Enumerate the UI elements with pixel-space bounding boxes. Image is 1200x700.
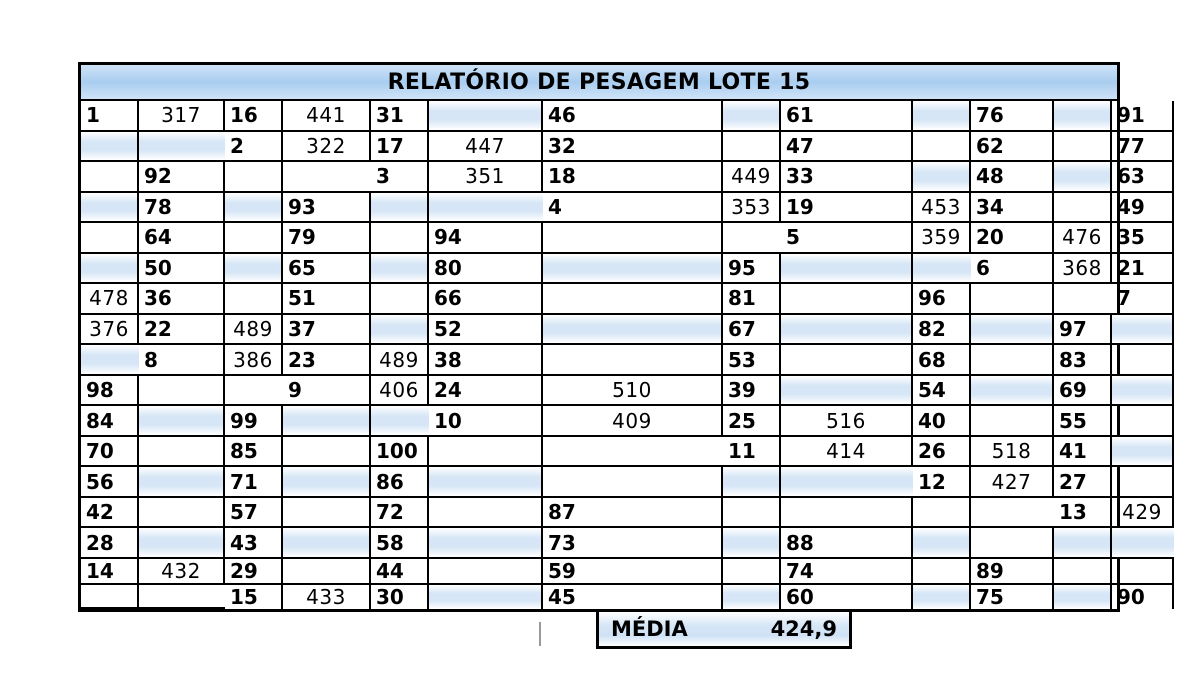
entry-weight: [225, 223, 283, 254]
entry-number: 64: [139, 223, 225, 254]
entry-number: 44: [371, 559, 429, 585]
entry-weight: [429, 437, 543, 468]
entry-weight: [429, 559, 543, 585]
entry-number: 74: [781, 559, 913, 585]
entry-weight: 447: [429, 132, 543, 163]
entry-weight: [371, 315, 429, 346]
entry-number: 26: [913, 437, 971, 468]
entry-number: [543, 467, 723, 498]
entry-weight: [543, 345, 723, 376]
entry-number: 39: [723, 376, 781, 407]
entry-number: 42: [81, 498, 139, 529]
entry-number: 47: [781, 132, 913, 163]
entry-number: 19: [781, 193, 913, 224]
entry-weight: [81, 223, 139, 254]
entry-weight: 489: [225, 315, 283, 346]
empty-cell: [781, 467, 913, 498]
entry-weight: [225, 254, 283, 285]
entry-weight: 432: [139, 559, 225, 585]
entry-number: 34: [971, 193, 1054, 224]
entry-weight: [371, 254, 429, 285]
empty-cell: [139, 132, 225, 163]
entry-weight: [913, 101, 971, 132]
entry-number: 36: [139, 284, 225, 315]
entry-number: 99: [225, 406, 283, 437]
average-label: MÉDIA: [611, 617, 688, 641]
entry-weight: [81, 132, 139, 163]
entry-number: 11: [723, 437, 781, 468]
entry-number: 96: [913, 284, 971, 315]
empty-cell: [371, 406, 429, 437]
empty-cell: [283, 162, 371, 193]
entry-number: 1: [81, 101, 139, 132]
entry-number: 92: [139, 162, 225, 193]
cell-divider-mark: [539, 622, 541, 646]
entry-number: 82: [913, 315, 971, 346]
entry-weight: [543, 284, 723, 315]
entry-number: 14: [81, 559, 139, 585]
entry-weight: [81, 254, 139, 285]
entry-weight: [723, 467, 781, 498]
entry-number: 55: [1054, 406, 1112, 437]
entry-number: 33: [781, 162, 913, 193]
empty-cell: [1054, 284, 1112, 315]
entry-weight: 476: [1054, 223, 1112, 254]
entry-number: 88: [781, 528, 913, 559]
entry-number: 4: [543, 193, 723, 224]
average-box: [596, 612, 852, 649]
entry-number: 13: [1054, 498, 1112, 529]
entry-weight: [283, 437, 371, 468]
entry-weight: [429, 467, 543, 498]
entry-number: 58: [371, 528, 429, 559]
entry-weight: [913, 528, 971, 559]
entry-weight: [1112, 345, 1174, 376]
entry-weight: 478: [81, 284, 139, 315]
entry-number: 84: [81, 406, 139, 437]
entry-weight: [429, 101, 543, 132]
entry-weight: [81, 162, 139, 193]
entry-number: 93: [283, 193, 371, 224]
entry-number: 41: [1054, 437, 1112, 468]
entry-weight: [723, 528, 781, 559]
entry-weight: 368: [1054, 254, 1112, 285]
entry-weight: 433: [283, 585, 371, 609]
entry-number: 90: [1112, 585, 1174, 609]
entry-weight: [781, 376, 913, 407]
entry-weight: [913, 162, 971, 193]
entry-number: 48: [971, 162, 1054, 193]
empty-cell: [429, 193, 543, 224]
empty-cell: [1112, 528, 1174, 559]
entry-number: [971, 528, 1054, 559]
empty-cell: [913, 254, 971, 285]
entry-weight: 427: [971, 467, 1054, 498]
entry-weight: [429, 528, 543, 559]
entry-number: 12: [913, 467, 971, 498]
entry-number: 77: [1112, 132, 1174, 163]
entry-number: 7: [1112, 284, 1174, 315]
entry-number: 53: [723, 345, 781, 376]
entry-number: 69: [1054, 376, 1112, 407]
entry-weight: [971, 376, 1054, 407]
entry-number: 57: [225, 498, 283, 529]
entry-number: 46: [543, 101, 723, 132]
entry-weight: [723, 559, 781, 585]
entry-weight: 317: [139, 101, 225, 132]
entry-number: 21: [1112, 254, 1174, 285]
entry-weight: [781, 284, 913, 315]
entry-number: 5: [781, 223, 913, 254]
entry-weight: 489: [371, 345, 429, 376]
entry-weight: [723, 498, 781, 529]
entry-number: 85: [225, 437, 283, 468]
entry-number: 98: [81, 376, 139, 407]
entry-number: 54: [913, 376, 971, 407]
entry-number: 50: [139, 254, 225, 285]
entry-weight: [1112, 467, 1174, 498]
entry-weight: [1054, 193, 1112, 224]
entry-number: 29: [225, 559, 283, 585]
entry-number: 73: [543, 528, 723, 559]
entry-number: 94: [429, 223, 543, 254]
entry-weight: [371, 223, 429, 254]
entry-weight: 441: [283, 101, 371, 132]
empty-cell: [971, 498, 1054, 529]
entry-number: 38: [429, 345, 543, 376]
entry-weight: 351: [429, 162, 543, 193]
entry-number: 63: [1112, 162, 1174, 193]
entry-number: 95: [723, 254, 781, 285]
entry-number: 28: [81, 528, 139, 559]
entry-number: 75: [971, 585, 1054, 609]
entry-weight: [429, 498, 543, 529]
entry-number: 15: [225, 585, 283, 609]
entry-weight: [283, 406, 371, 437]
entry-number: 79: [283, 223, 371, 254]
entry-number: 40: [913, 406, 971, 437]
entry-number: 70: [81, 437, 139, 468]
entry-weight: [723, 101, 781, 132]
empty-cell: [543, 437, 723, 468]
entry-number: 76: [971, 101, 1054, 132]
entry-number: 62: [971, 132, 1054, 163]
entry-weight: [1054, 162, 1112, 193]
entry-weight: [971, 345, 1054, 376]
entry-weight: [139, 498, 225, 529]
entry-weight: 510: [543, 376, 723, 407]
entry-number: 25: [723, 406, 781, 437]
entry-weight: [1112, 406, 1174, 437]
entry-weight: 518: [971, 437, 1054, 468]
report-title: RELATÓRIO DE PESAGEM LOTE 15: [81, 65, 1117, 101]
entry-number: 22: [139, 315, 225, 346]
entry-weight: [1112, 315, 1174, 346]
entry-number: 17: [371, 132, 429, 163]
entry-weight: [723, 585, 781, 609]
entry-weight: [913, 585, 971, 609]
entry-weight: 406: [371, 376, 429, 407]
entry-number: 35: [1112, 223, 1174, 254]
entry-weight: [81, 193, 139, 224]
entry-number: 2: [225, 132, 283, 163]
entry-number: 45: [543, 585, 723, 609]
entry-weight: [971, 315, 1054, 346]
entry-number: 32: [543, 132, 723, 163]
entry-number: 65: [283, 254, 371, 285]
average-value: 424,9: [770, 617, 837, 641]
entry-number: 86: [371, 467, 429, 498]
entry-number: 78: [139, 193, 225, 224]
entry-weight: [139, 406, 225, 437]
entry-number: 16: [225, 101, 283, 132]
entry-number: 91: [1112, 101, 1174, 132]
entry-number: 87: [543, 498, 723, 529]
entry-number: 30: [371, 585, 429, 609]
entry-weight: [913, 132, 971, 163]
entry-weight: 386: [225, 345, 283, 376]
entry-weight: [283, 559, 371, 585]
entry-weight: 414: [781, 437, 913, 468]
empty-cell: [225, 376, 283, 407]
entry-number: 66: [429, 284, 543, 315]
entry-weight: [913, 498, 971, 529]
entry-weight: 359: [913, 223, 971, 254]
entry-weight: [1054, 101, 1112, 132]
entry-weight: [543, 254, 723, 285]
entry-number: 49: [1112, 193, 1174, 224]
entry-weight: 376: [81, 315, 139, 346]
entry-number: 52: [429, 315, 543, 346]
entry-weight: 322: [283, 132, 371, 163]
entry-number: 20: [971, 223, 1054, 254]
entry-number: 3: [371, 162, 429, 193]
entry-weight: [781, 254, 913, 285]
entry-number: 59: [543, 559, 723, 585]
entry-weight: [723, 132, 781, 163]
entry-number: 31: [371, 101, 429, 132]
entry-weight: [283, 498, 371, 529]
entry-weight: 453: [913, 193, 971, 224]
entry-weight: [543, 223, 723, 254]
entry-weight: [139, 437, 225, 468]
entry-number: 100: [371, 437, 429, 468]
entry-weight: [781, 315, 913, 346]
entry-number: 81: [723, 284, 781, 315]
entry-weight: [429, 585, 543, 609]
entry-weight: [225, 162, 283, 193]
entry-weight: 353: [723, 193, 781, 224]
entry-weight: [139, 376, 225, 407]
entry-number: 97: [1054, 315, 1112, 346]
entry-weight: 449: [723, 162, 781, 193]
entry-number: 80: [429, 254, 543, 285]
entry-number: 43: [225, 528, 283, 559]
entry-number: 23: [283, 345, 371, 376]
empty-cell: [139, 585, 225, 609]
entry-weight: 516: [781, 406, 913, 437]
entry-number: 51: [283, 284, 371, 315]
entry-number: [1112, 559, 1174, 585]
entry-weight: [1054, 132, 1112, 163]
entry-weight: 409: [543, 406, 723, 437]
entry-number: 61: [781, 101, 913, 132]
entry-weight: [81, 585, 139, 609]
entry-weight: [283, 467, 371, 498]
entry-weight: [139, 467, 225, 498]
empty-cell: [723, 223, 781, 254]
entry-number: 27: [1054, 467, 1112, 498]
empty-cell: [81, 345, 139, 376]
entry-number: 60: [781, 585, 913, 609]
entry-number: 10: [429, 406, 543, 437]
entry-weight: [1112, 437, 1174, 468]
entry-number: 18: [543, 162, 723, 193]
entry-weight: [1054, 585, 1112, 609]
weights-grid: [81, 101, 1162, 609]
entry-number: 6: [971, 254, 1054, 285]
entry-number: 9: [283, 376, 371, 407]
entry-weight: [781, 345, 913, 376]
entry-number: 56: [81, 467, 139, 498]
entry-number: 71: [225, 467, 283, 498]
entry-number: 89: [971, 559, 1054, 585]
entry-number: 37: [283, 315, 371, 346]
entry-number: [781, 498, 913, 529]
entry-number: 67: [723, 315, 781, 346]
entry-weight: [283, 528, 371, 559]
entry-weight: [371, 193, 429, 224]
weighing-report-table: [78, 62, 1162, 612]
entry-weight: [543, 315, 723, 346]
entry-number: 72: [371, 498, 429, 529]
entry-weight: [225, 193, 283, 224]
entry-weight: [1054, 528, 1112, 559]
entry-weight: [971, 284, 1054, 315]
entry-number: 24: [429, 376, 543, 407]
entry-weight: [1054, 559, 1112, 585]
entry-weight: [225, 284, 283, 315]
entry-weight: [913, 559, 971, 585]
entry-number: 8: [139, 345, 225, 376]
entry-weight: [139, 528, 225, 559]
entry-weight: [371, 284, 429, 315]
entry-number: 83: [1054, 345, 1112, 376]
entry-weight: 429: [1112, 498, 1174, 529]
entry-number: 68: [913, 345, 971, 376]
entry-weight: [1112, 376, 1174, 407]
entry-weight: [971, 406, 1054, 437]
